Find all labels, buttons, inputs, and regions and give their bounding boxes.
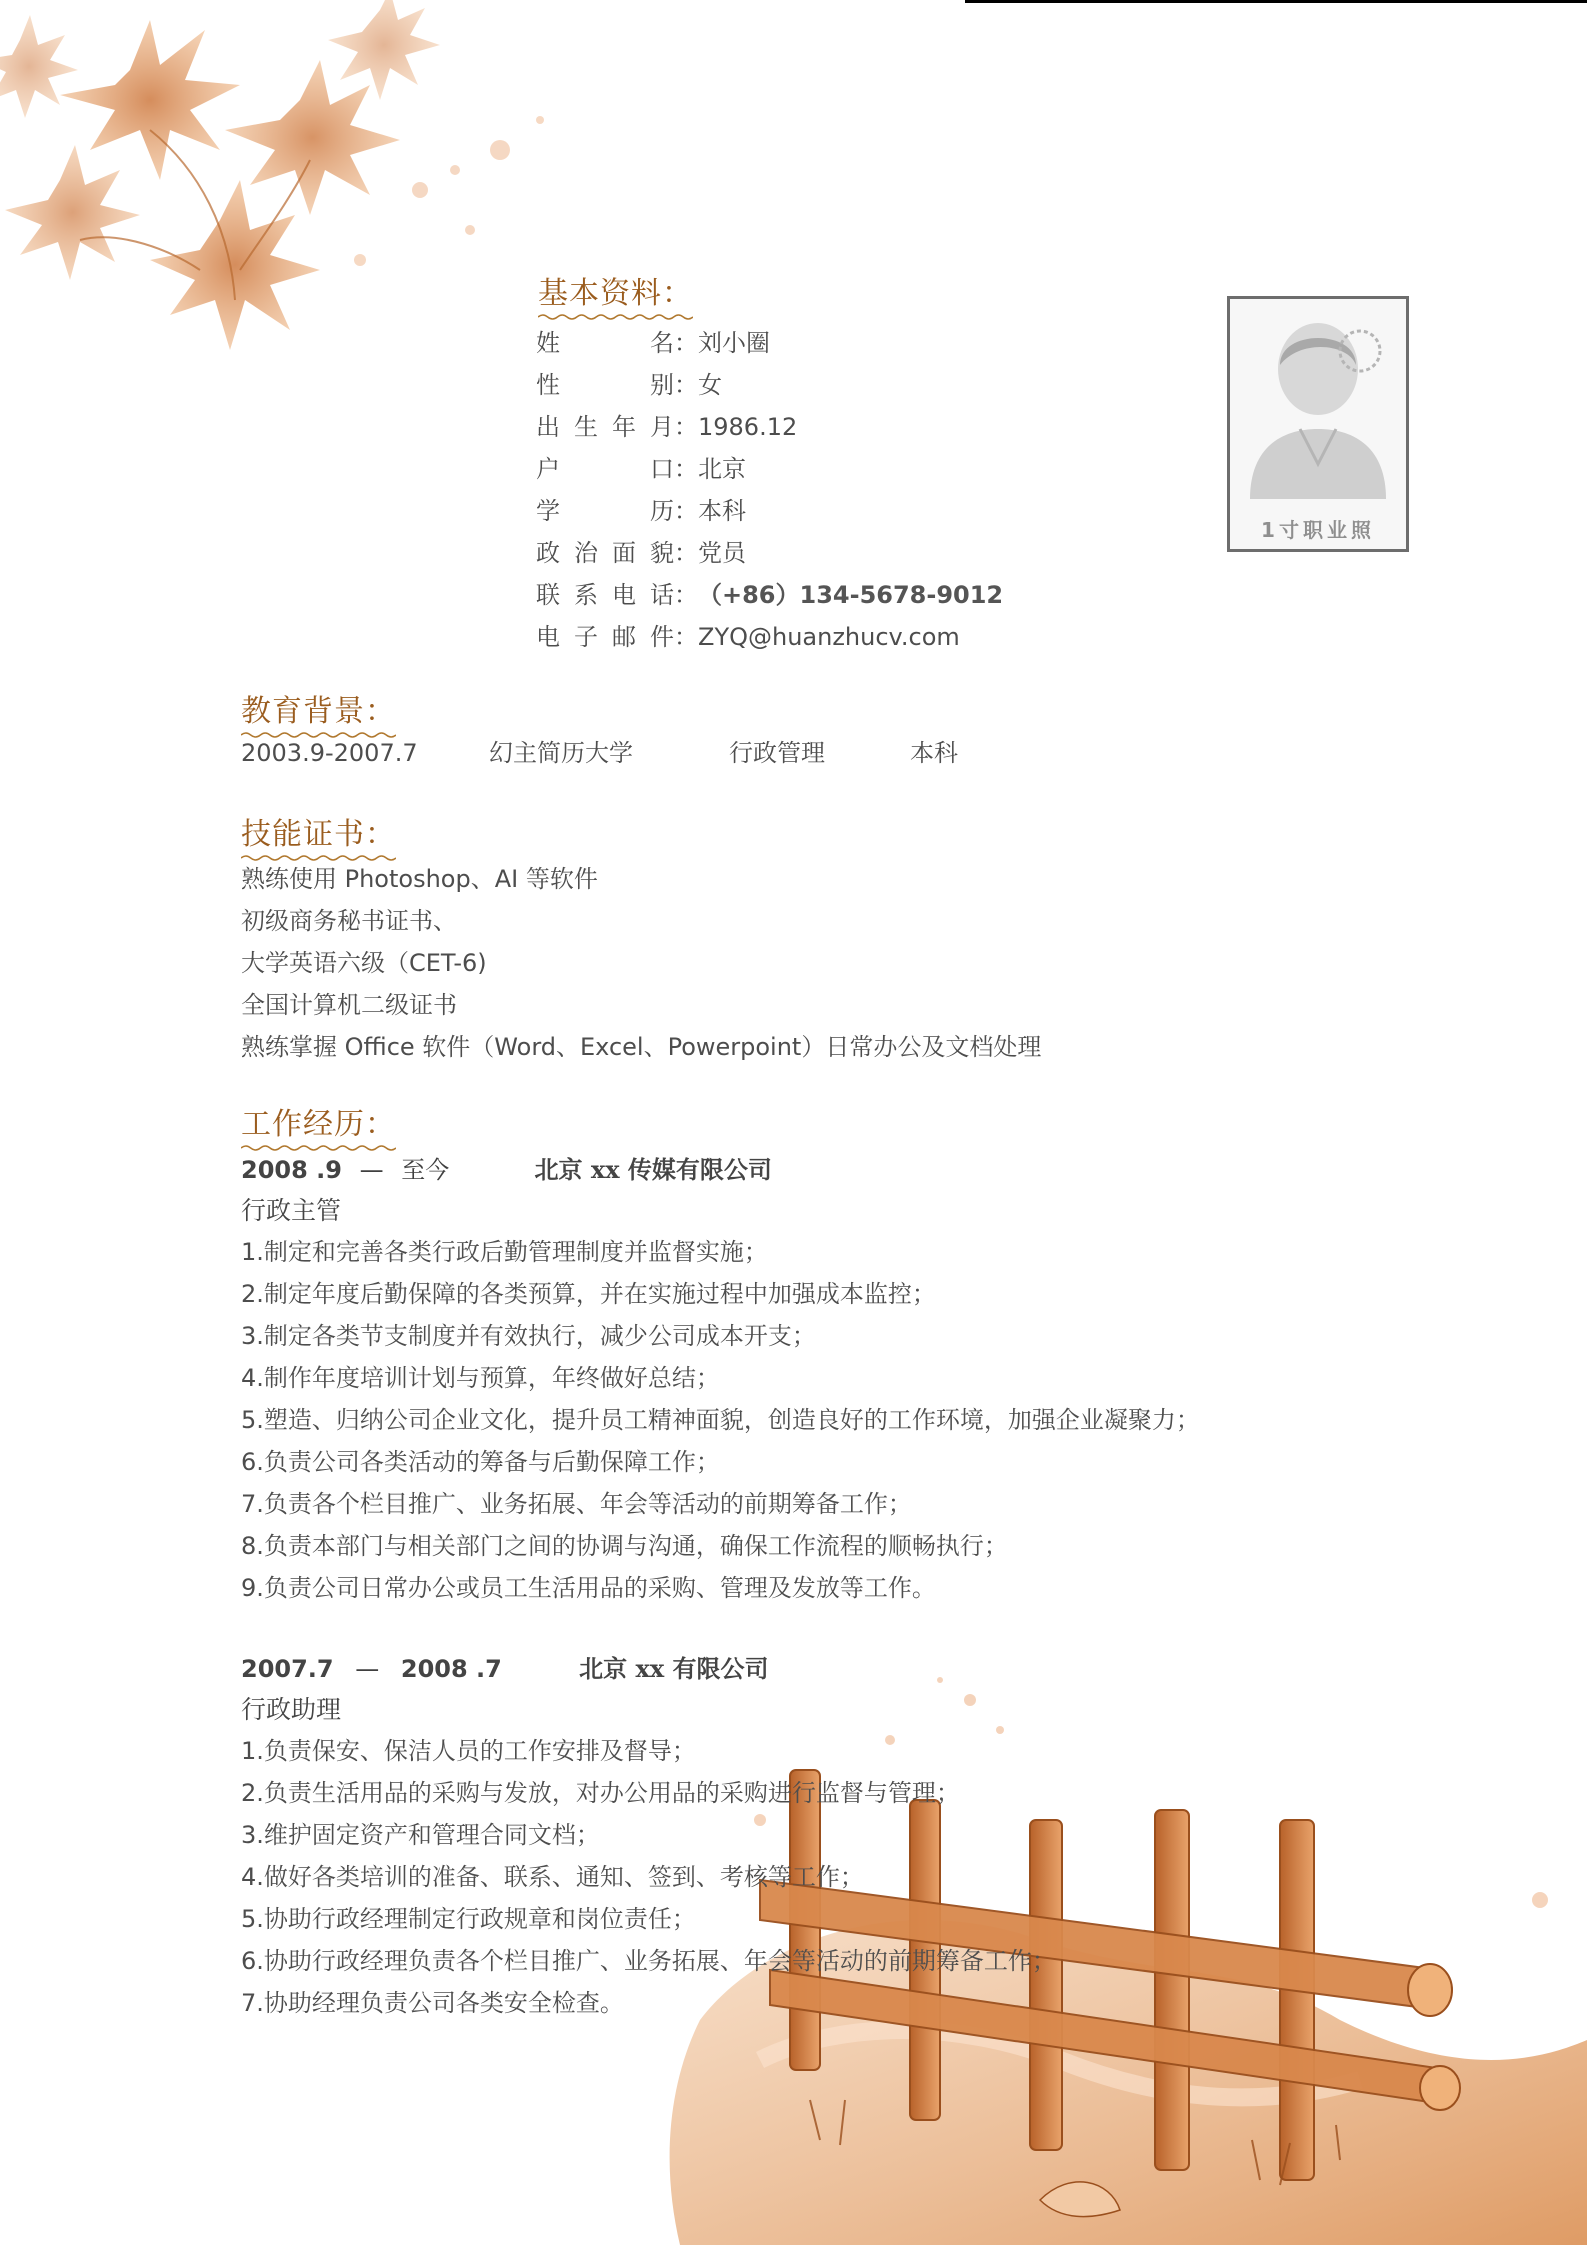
top-border-line: [965, 0, 1587, 3]
work-title: 工作经历：: [241, 1105, 396, 1145]
photo-caption: 1寸职业照: [1261, 518, 1375, 542]
duty-item: 5.协助行政经理制定行政规章和岗位责任；: [241, 1905, 696, 1933]
skill-item: 大学英语六级（CET-6): [241, 949, 487, 977]
job-duties-2: [241, 1730, 1056, 2024]
duty-item: 3.制定各类节支制度并有效执行，减少公司成本开支；: [241, 1322, 816, 1350]
info-row-political: 政治面貌：党员: [536, 539, 746, 567]
duty-item: 8.负责本部门与相关部门之间的协调与沟通，确保工作流程的顺畅执行；: [241, 1532, 1008, 1560]
info-row-name: 姓名：刘小圈: [536, 329, 770, 357]
duty-item: 1.负责保安、保洁人员的工作安排及督导；: [241, 1737, 696, 1765]
skills-title: 技能证书：: [241, 815, 396, 855]
basic-info-title: 基本资料：: [538, 274, 693, 314]
info-row-gender: 性别：女: [536, 371, 722, 399]
job-role-1: 行政主管: [241, 1196, 342, 1225]
job-role-2: 行政助理: [241, 1695, 342, 1724]
person-silhouette-icon: [1230, 299, 1406, 499]
skill-item: 全国计算机二级证书: [241, 991, 457, 1019]
info-row-email: 电子邮件：ZYQ@huanzhucv.com: [536, 623, 960, 651]
education-title: 教育背景：: [241, 692, 396, 732]
skills-list: [241, 858, 1041, 1068]
basic-info-list: [536, 322, 1003, 658]
info-row-birth: 出生年月：1986.12: [536, 413, 798, 441]
duty-item: 6.协助行政经理负责各个栏目推广、业务拓展、年会等活动的前期筹备工作；: [241, 1947, 1056, 1975]
skill-item: 初级商务秘书证书、: [241, 907, 457, 935]
maple-leaf-decoration: [0, 0, 600, 440]
job-duties-1: [241, 1231, 1200, 1609]
duty-item: 5.塑造、归纳公司企业文化，提升员工精神面貌，创造良好的工作环境，加强企业凝聚力；: [241, 1406, 1200, 1434]
skill-item: 熟练使用 Photoshop、AI 等软件: [241, 865, 598, 893]
education-major: 行政管理: [729, 739, 825, 767]
duty-item: 2.制定年度后勤保障的各类预算，并在实施过程中加强成本监控；: [241, 1280, 936, 1308]
job-header-2: 2007.7 — 2008 .7 北京 xx 有限公司: [241, 1654, 769, 1683]
education-degree: 本科: [910, 739, 958, 767]
education-school: 幻主简历大学: [489, 739, 633, 767]
duty-item: 1.制定和完善各类行政后勤管理制度并监督实施；: [241, 1238, 768, 1266]
duty-item: 6.负责公司各类活动的筹备与后勤保障工作；: [241, 1448, 720, 1476]
duty-item: 7.负责各个栏目推广、业务拓展、年会等活动的前期筹备工作；: [241, 1490, 912, 1518]
skill-item: 熟练掌握 Office 软件（Word、Excel、Powerpoint）日常办公及文档处理: [241, 1033, 1042, 1061]
info-row-hukou: 户口：北京: [536, 455, 746, 483]
education-period: 2003.9-2007.7: [241, 739, 418, 767]
profile-photo-placeholder: [1227, 296, 1409, 552]
job-header-1: 2008 .9 — 至今 北京 xx 传媒有限公司: [241, 1155, 772, 1184]
duty-item: 3.维护固定资产和管理合同文档；: [241, 1821, 600, 1849]
info-row-education: 学历：本科: [536, 497, 746, 525]
duty-item: 2.负责生活用品的采购与发放，对办公用品的采购进行监督与管理；: [241, 1779, 960, 1807]
duty-item: 9.负责公司日常办公或员工生活用品的采购、管理及发放等工作。: [241, 1574, 936, 1602]
info-row-phone: 联系电话：（+86）134-5678-9012: [536, 581, 1004, 609]
duty-item: 7.协助经理负责公司各类安全检查。: [241, 1989, 624, 2017]
duty-item: 4.做好各类培训的准备、联系、通知、签到、考核等工作；: [241, 1863, 864, 1891]
duty-item: 4.制作年度培训计划与预算，年终做好总结；: [241, 1364, 720, 1392]
